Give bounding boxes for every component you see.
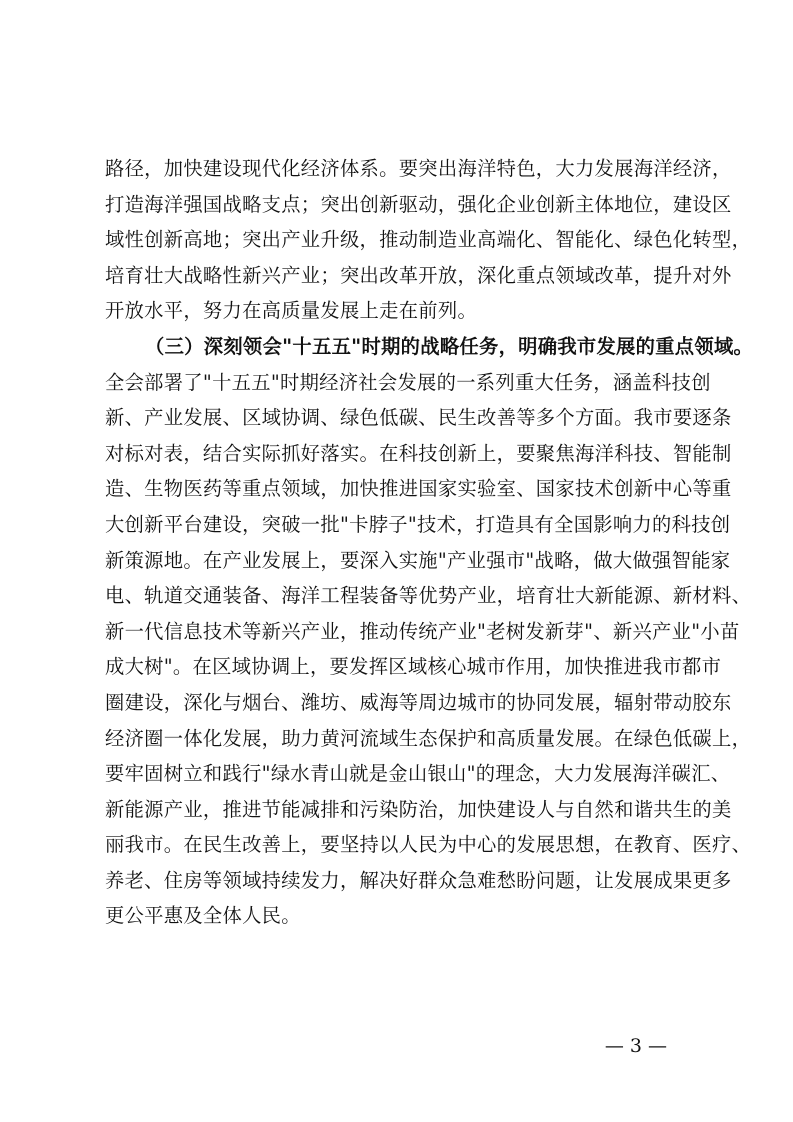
text-line: 造、生物医药等重点领域，加快推进国家实验室、国家技术创新中心等重 bbox=[105, 477, 732, 501]
text-line: 新一代信息技术等新兴产业，推动传统产业"老树发新芽"、新兴产业"小苗 bbox=[105, 619, 740, 643]
text-line: 培育壮大战略性新兴产业；突出改革开放，深化重点领域改革，提升对外 bbox=[105, 263, 732, 287]
text-line: 更公平惠及全体人民。 bbox=[105, 904, 301, 928]
text-line: 域性创新高地；突出产业升级，推动制造业高端化、智能化、绿色化转型， bbox=[105, 228, 752, 252]
text-line: 路径，加快建设现代化经济体系。要突出海洋特色，大力发展海洋经济， bbox=[105, 157, 732, 180]
text-line: 电、轨道交通装备、海洋工程装备等优势产业，培育壮大新能源、新材料、 bbox=[105, 584, 752, 608]
text-line: 圈建设，深化与烟台、潍坊、威海等周边城市的协同发展，辐射带动胶东 bbox=[105, 690, 732, 714]
text-line: 全会部署了"十五五"时期经济社会发展的一系列重大任务，涵盖科技创 bbox=[105, 370, 711, 394]
text-line: 养老、住房等领域持续发力，解决好群众急难愁盼问题，让发展成果更多 bbox=[105, 868, 732, 892]
text-line: 对标对表，结合实际抓好落实。在科技创新上，要聚焦海洋科技、智能制 bbox=[105, 441, 732, 465]
text-line: 经济圈一体化发展，助力黄河流域生态保护和高质量发展。在绿色低碳上， bbox=[105, 726, 752, 750]
text-line: 成大树"。在区域协调上，要发挥区域核心城市作用，加快推进我市都市 bbox=[105, 655, 722, 679]
text-line: 打造海洋强国战略支点；突出创新驱动，强化企业创新主体地位，建设区 bbox=[105, 192, 732, 216]
text-line: 要牢固树立和践行"绿水青山就是金山银山"的理念，大力发展海洋碳汇、 bbox=[105, 762, 731, 786]
text-line: 大创新平台建设，突破一批"卡脖子"技术，打造具有全国影响力的科技创 bbox=[105, 512, 731, 536]
text-line: 丽我市。在民生改善上，要坚持以人民为中心的发展思想，在教育、医疗、 bbox=[105, 833, 752, 857]
section-heading: （三）深刻领会"十五五"时期的战略任务，明确我市发展的重点领域。 bbox=[145, 334, 754, 358]
body-text bbox=[105, 151, 754, 934]
text-line: 新能源产业，推进节能减排和污染防治，加快建设人与自然和谐共生的美 bbox=[105, 797, 732, 821]
text-line: 开放水平，努力在高质量发展上走在前列。 bbox=[105, 299, 478, 323]
text-line: 新策源地。在产业发展上，要深入实施"产业强市"战略，做大做强智能家 bbox=[105, 548, 731, 572]
page-number: — 3 — bbox=[604, 1035, 667, 1057]
text-line: 新、产业发展、区域协调、绿色低碳、民生改善等多个方面。我市要逐条 bbox=[105, 406, 732, 430]
